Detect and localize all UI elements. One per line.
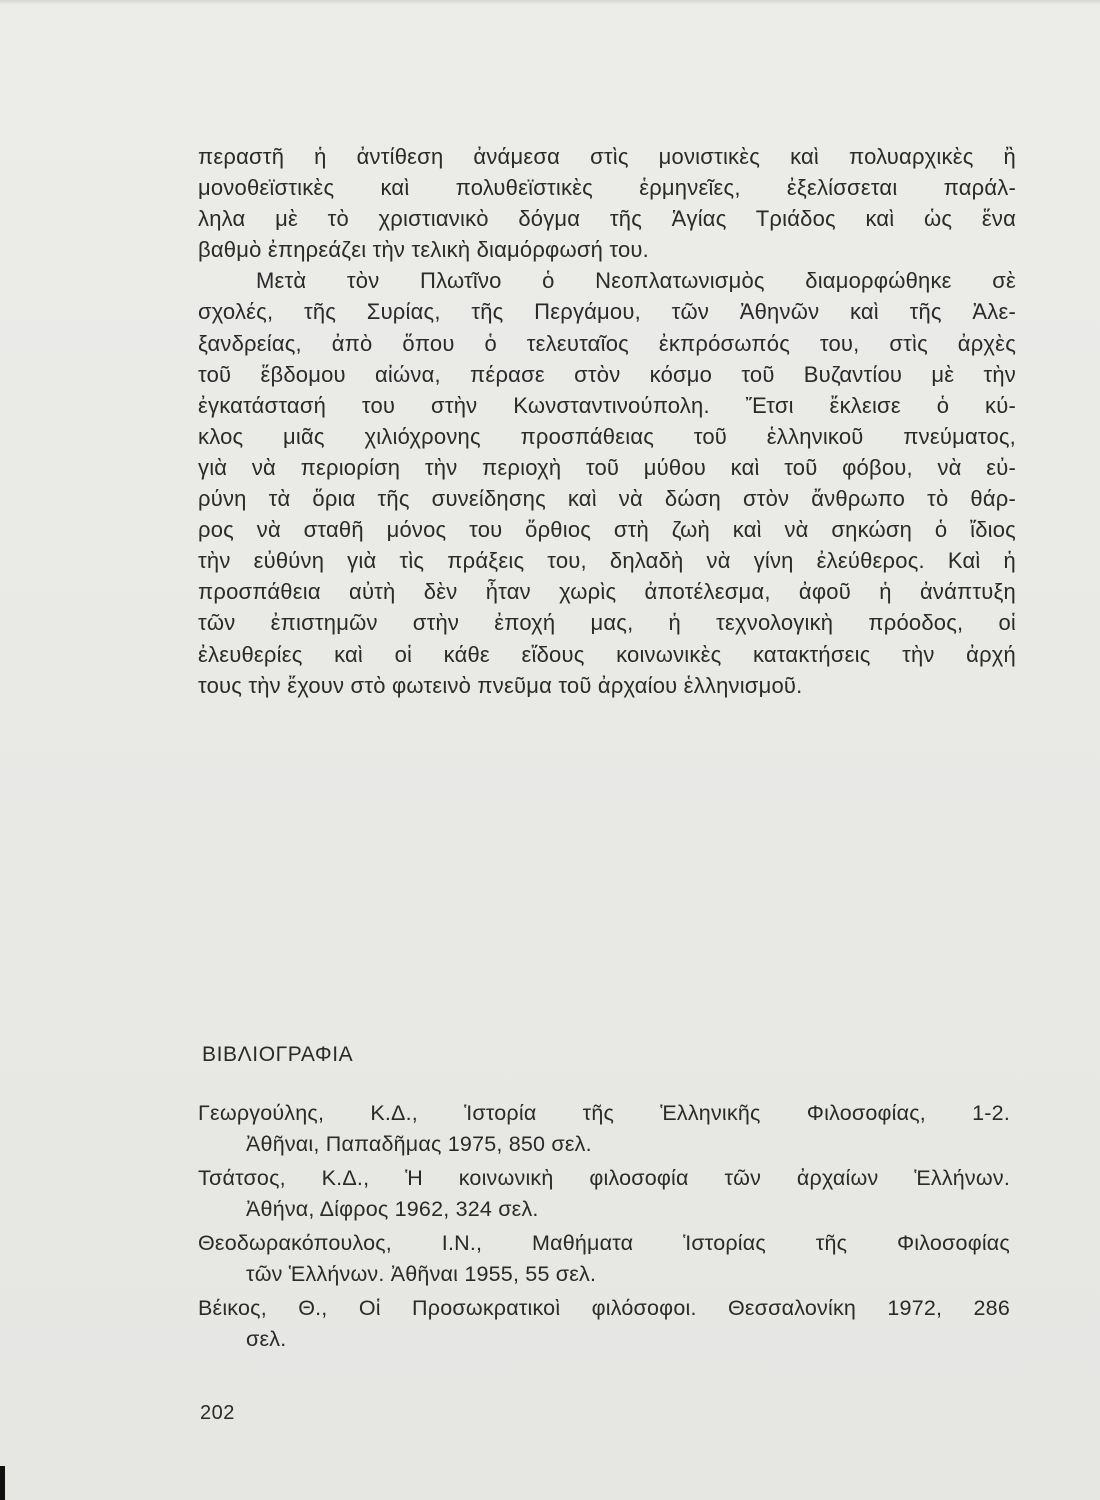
bibliography-entry [198, 1228, 1010, 1289]
body-line: ρος νὰ σταθῆ μόνος του ὄρθιος στὴ ζωὴ καὶ νὰ σηκώση ὁ ἴδιος [198, 517, 1016, 543]
body-line: μονοθεϊστικὲς καὶ πολυθεϊστικὲς ἑρμηνεῖες, ἐξελίσσεται παράλ- [198, 175, 1016, 201]
body-line: ρύνη τὰ ὅρια τῆς συνείδησης καὶ νὰ δώση στὸν ἄνθρωπο τὸ θάρ- [198, 486, 1016, 512]
bibliography-heading: ΒΙΒΛΙΟΓΡΑΦΙΑ [202, 1043, 354, 1066]
body-line: ἐλευθερίες καὶ οἱ κάθε εἴδους κοινωνικὲς κατακτήσεις τὴν ἀρχή [198, 641, 1016, 667]
body-line: προσπάθεια αὐτὴ δὲν ἦταν χωρὶς ἀποτέλεσμα, ἀφοῦ ἡ ἀνάπτυξη [198, 579, 1016, 605]
bibliography-entry [198, 1293, 1010, 1354]
body-line: τους τὴν ἔχουν στὸ φωτεινὸ πνεῦμα τοῦ ἀρχαίου ἑλληνισμοῦ. [198, 672, 803, 698]
bibliography-entry-line: Τσάτσος, Κ.Δ., Ἡ κοινωνικὴ φιλοσοφία τῶν ἀρχαίων Ἑλλήνων. [198, 1166, 1010, 1190]
body-line: τῶν ἐπιστημῶν στὴν ἐποχή μας, ἡ τεχνολογικὴ πρόοδος, οἱ [198, 610, 1016, 636]
body-line: γιὰ νὰ περιορίση τὴν περιοχὴ τοῦ μύθου καὶ τοῦ φόβου, νὰ εὐ- [198, 454, 1016, 480]
bibliography-entry-line: Θεοδωρακόπουλος, Ι.Ν., Μαθήματα Ἱστορίας τῆς Φιλοσοφίας [198, 1231, 1010, 1255]
body-line: τὴν εὐθύνη γιὰ τὶς πράξεις του, δηλαδὴ νὰ γίνη ἐλεύθερος. Καὶ ἡ [198, 548, 1016, 574]
bibliography-entry-line: Γεωργούλης, Κ.Δ., Ἱστορία τῆς Ἑλληνικῆς Φιλοσοφίας, 1-2. [198, 1101, 1010, 1125]
body-line: περαστῆ ἡ ἀντίθεση ἀνάμεσα στὶς μονιστικὲς καὶ πολυαρχικὲς ἢ [198, 144, 1016, 169]
body-line: βαθμὸ ἐπηρεάζει τὴν τελικὴ διαμόρφωσή του. [198, 237, 649, 263]
body-line: τοῦ ἕβδομου αἰώνα, πέρασε στὸν κόσμο τοῦ Βυζαντίου μὲ τὴν [198, 361, 1016, 387]
bibliography-entry-line: Ἀθῆναι, Παπαδῆμας 1975, 850 σελ. [246, 1131, 592, 1156]
bibliography-entry-line: Ἀθήνα, Δίφρος 1962, 324 σελ. [246, 1196, 539, 1221]
bibliography-entry-line: σελ. [246, 1326, 287, 1351]
body-line: Μετὰ τὸν Πλωτῖνο ὁ Νεοπλατωνισμὸς διαμορφώθηκε σὲ [256, 268, 1016, 294]
page-number: 202 [200, 1402, 235, 1424]
bibliography-entry-line: Βέικος, Θ., Οἱ Προσωκρατικοὶ φιλόσοφοι. Θεσσαλονίκη 1972, 286 [198, 1296, 1010, 1320]
binding-edge-mark [0, 1466, 5, 1500]
body-line: ἐγκατάστασή του στὴν Κωνσταντινούπολη. Ἔτσι ἔκλεισε ὁ κύ- [198, 392, 1016, 418]
body-text [198, 141, 1016, 701]
page-top-edge [0, 0, 1100, 5]
bibliography-entry [198, 1098, 1010, 1159]
body-line: κλος μιᾶς χιλιόχρονης προσπάθειας τοῦ ἑλληνικοῦ πνεύματος, [198, 423, 1016, 449]
body-line: ξανδρείας, ἀπὸ ὅπου ὁ τελευταῖος ἐκπρόσωπός του, στὶς ἀρχὲς [198, 330, 1016, 356]
body-line: ληλα μὲ τὸ χριστιανικὸ δόγμα τῆς Ἁγίας Τριάδος καὶ ὡς ἕνα [198, 206, 1016, 232]
bibliography-list [198, 1098, 1010, 1354]
bibliography-entry [198, 1163, 1010, 1224]
body-line: σχολές, τῆς Συρίας, τῆς Περγάμου, τῶν Ἀθηνῶν καὶ τῆς Ἀλε- [198, 299, 1016, 325]
bibliography-entry-line: τῶν Ἑλλήνων. Ἀθῆναι 1955, 55 σελ. [246, 1261, 597, 1286]
